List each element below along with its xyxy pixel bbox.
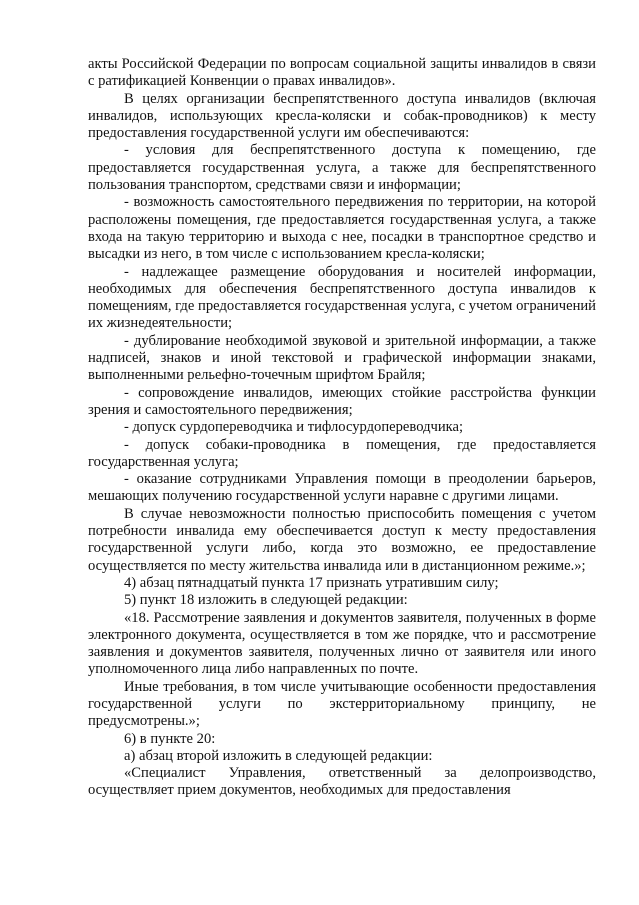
paragraph-alternative-access: В случае невозможности полностью приспособить помещения с учетом потребности инвалида ему обеспечивается доступ к месту предоставления государственной услуги либо, когда это возможно, ее предоставление осуществляется по месту жительства инвалида или в дистанционном режиме.»;: [88, 505, 596, 574]
paragraph-specialist: «Специалист Управления, ответственный за делопроизводство, осуществляет прием документов, необходимых для предоставления: [88, 765, 596, 799]
paragraph-accessibility-intro: В целях организации беспрепятственного доступа инвалидов (включая инвалидов, использующих кресла-коляски и собак-проводников) к месту предоставления государственной услуги им обеспечиваются:: [88, 90, 596, 142]
list-item-staff-assistance: - оказание сотрудниками Управления помощи в преодолении барьеров, мешающих получению государственной услуги наравне с другими лицами.: [88, 471, 596, 505]
list-item-equipment-placement: - надлежащее размещение оборудования и носителей информации, необходимых для обеспечения беспрепятственного доступа инвалидов к помещениям, где предоставляется государственная услуга, с учетом ограничений их жизнедеятельности;: [88, 263, 596, 332]
list-item-independent-movement: - возможность самостоятельного передвижения по территории, на которой расположены помещения, где предоставляется государственная услуга, а также входа на такую территорию и выхода с нее, посадки в транспортное средство и высадки из него, в том числе с использованием кресла-коляски;: [88, 194, 596, 263]
paragraph-other-requirements: Иные требования, в том числе учитывающие особенности предоставления государственной услуги по экстерриториальному принципу, не предусмотрены.»;: [88, 678, 596, 730]
list-item-guide-dog: - допуск собаки-проводника в помещения, где предоставляется государственная услуга;: [88, 436, 596, 470]
paragraph-item-4: 4) абзац пятнадцатый пункта 17 признать утратившим силу;: [124, 574, 499, 591]
list-item-access-conditions: - условия для беспрепятственного доступа к помещению, где предоставляется государственная услуга, а также для беспрепятственного пользования транспортом, средствами связи и информации;: [88, 142, 596, 194]
paragraph-item-6: 6) в пункте 20:: [124, 730, 216, 747]
list-item-sign-interpreter: - допуск сурдопереводчика и тифлосурдопереводчика;: [124, 419, 464, 436]
list-item-information-duplication: - дублирование необходимой звуковой и зрительной информации, а также надписей, знаков и иной текстовой и графической информации знаками, выполненными рельефно-точечным шрифтом Брайля;: [88, 332, 596, 384]
list-item-escort: - сопровождение инвалидов, имеющих стойкие расстройства функции зрения и самостоятельного передвижения;: [88, 384, 596, 418]
paragraph-continuation: акты Российской Федерации по вопросам социальной защиты инвалидов в связи с ратификацией Конвенции о правах инвалидов».: [88, 56, 596, 90]
paragraph-subitem-a: а) абзац второй изложить в следующей редакции:: [124, 747, 433, 764]
paragraph-item-5: 5) пункт 18 изложить в следующей редакции:: [124, 592, 408, 609]
paragraph-clause-18: «18. Рассмотрение заявления и документов заявителя, полученных в форме электронного документа, осуществляется в том же порядке, что и рассмотрение заявления и документов заявителя, полученных лично от заявителя или иного уполномоченного лица либо направленных по почте.: [88, 609, 596, 678]
document-body: [88, 56, 596, 800]
